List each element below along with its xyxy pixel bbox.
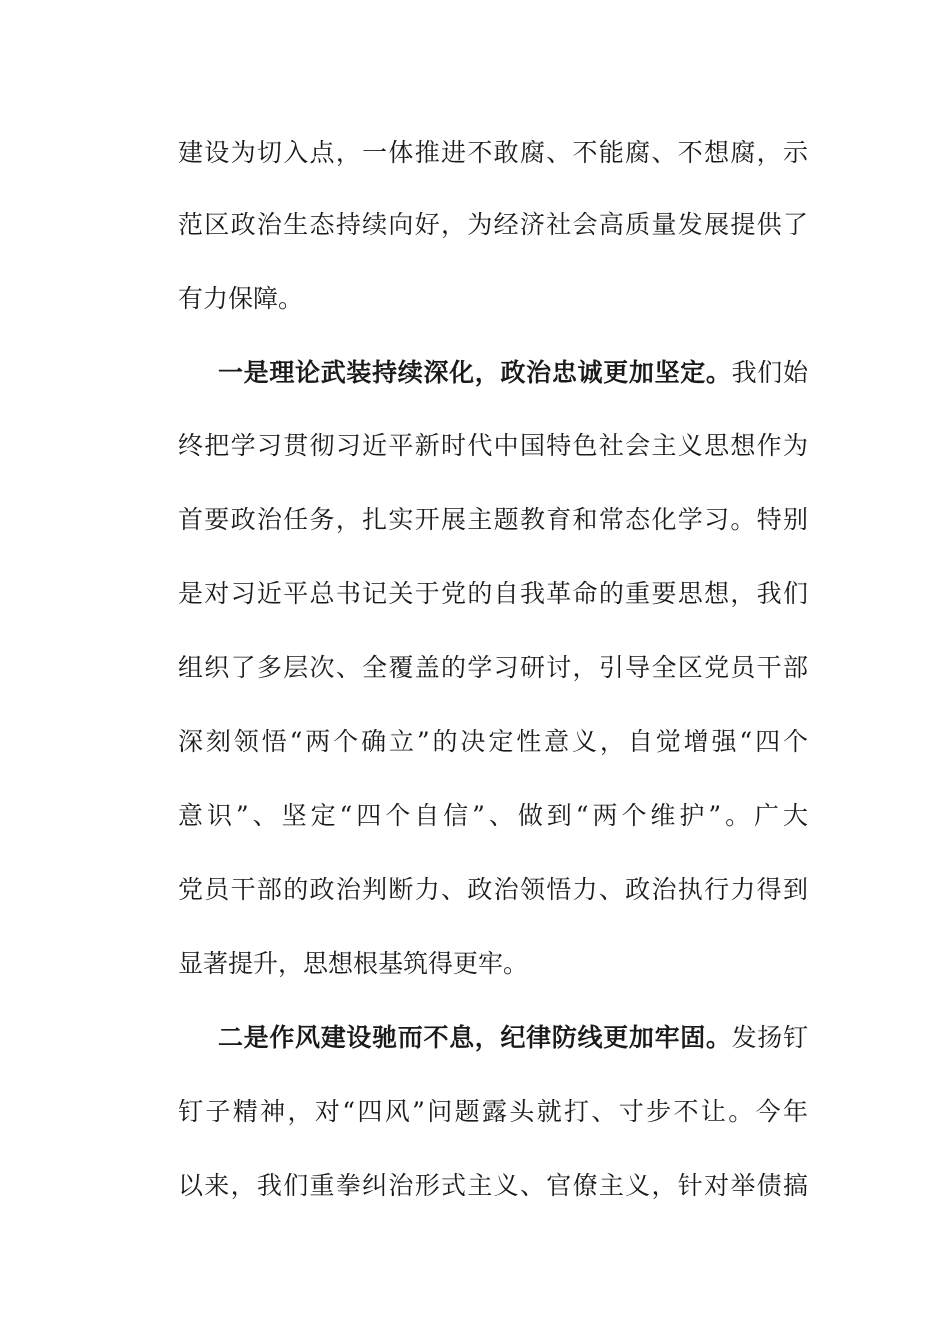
paragraph-lead-text: 发扬钉 bbox=[731, 1023, 808, 1052]
text-line: 意识”、坚定“四个自信”、做到“两个维护”。广大 bbox=[178, 801, 808, 830]
paragraph-lead-text: 我们始 bbox=[731, 358, 808, 387]
text-line: 党员干部的政治判断力、政治领悟力、政治执行力得到 bbox=[178, 875, 808, 904]
text-line: 有力保障。 bbox=[178, 284, 304, 313]
text-line: 钉子精神，对“四风”问题露头就打、寸步不让。今年 bbox=[178, 1097, 808, 1126]
text-line: 终把学习贯彻习近平新时代中国特色社会主义思想作为 bbox=[178, 431, 808, 460]
paragraph-heading: 一是理论武装持续深化，政治忠诚更加坚定。 bbox=[218, 358, 732, 387]
text-line: 建设为切入点，一体推进不敢腐、不能腐、不想腐，示 bbox=[178, 138, 808, 167]
paragraph-first-line bbox=[218, 1018, 808, 1058]
text-line: 首要政治任务，扎实开展主题教育和常态化学习。特别 bbox=[178, 505, 808, 534]
text-line: 范区政治生态持续向好，为经济社会高质量发展提供了 bbox=[178, 210, 808, 239]
text-line: 是对习近平总书记关于党的自我革命的重要思想，我们 bbox=[178, 579, 808, 608]
paragraph-heading: 二是作风建设驰而不息，纪律防线更加牢固。 bbox=[218, 1023, 732, 1052]
text-line: 组织了多层次、全覆盖的学习研讨，引导全区党员干部 bbox=[178, 653, 808, 682]
text-line: 以来，我们重拳纠治形式主义、官僚主义，针对举债搞 bbox=[178, 1171, 808, 1200]
text-line: 显著提升，思想根基筑得更牢。 bbox=[178, 949, 529, 978]
text-line: 深刻领悟“两个确立”的决定性意义，自觉增强“四个 bbox=[178, 727, 808, 756]
paragraph-first-line bbox=[218, 353, 808, 393]
